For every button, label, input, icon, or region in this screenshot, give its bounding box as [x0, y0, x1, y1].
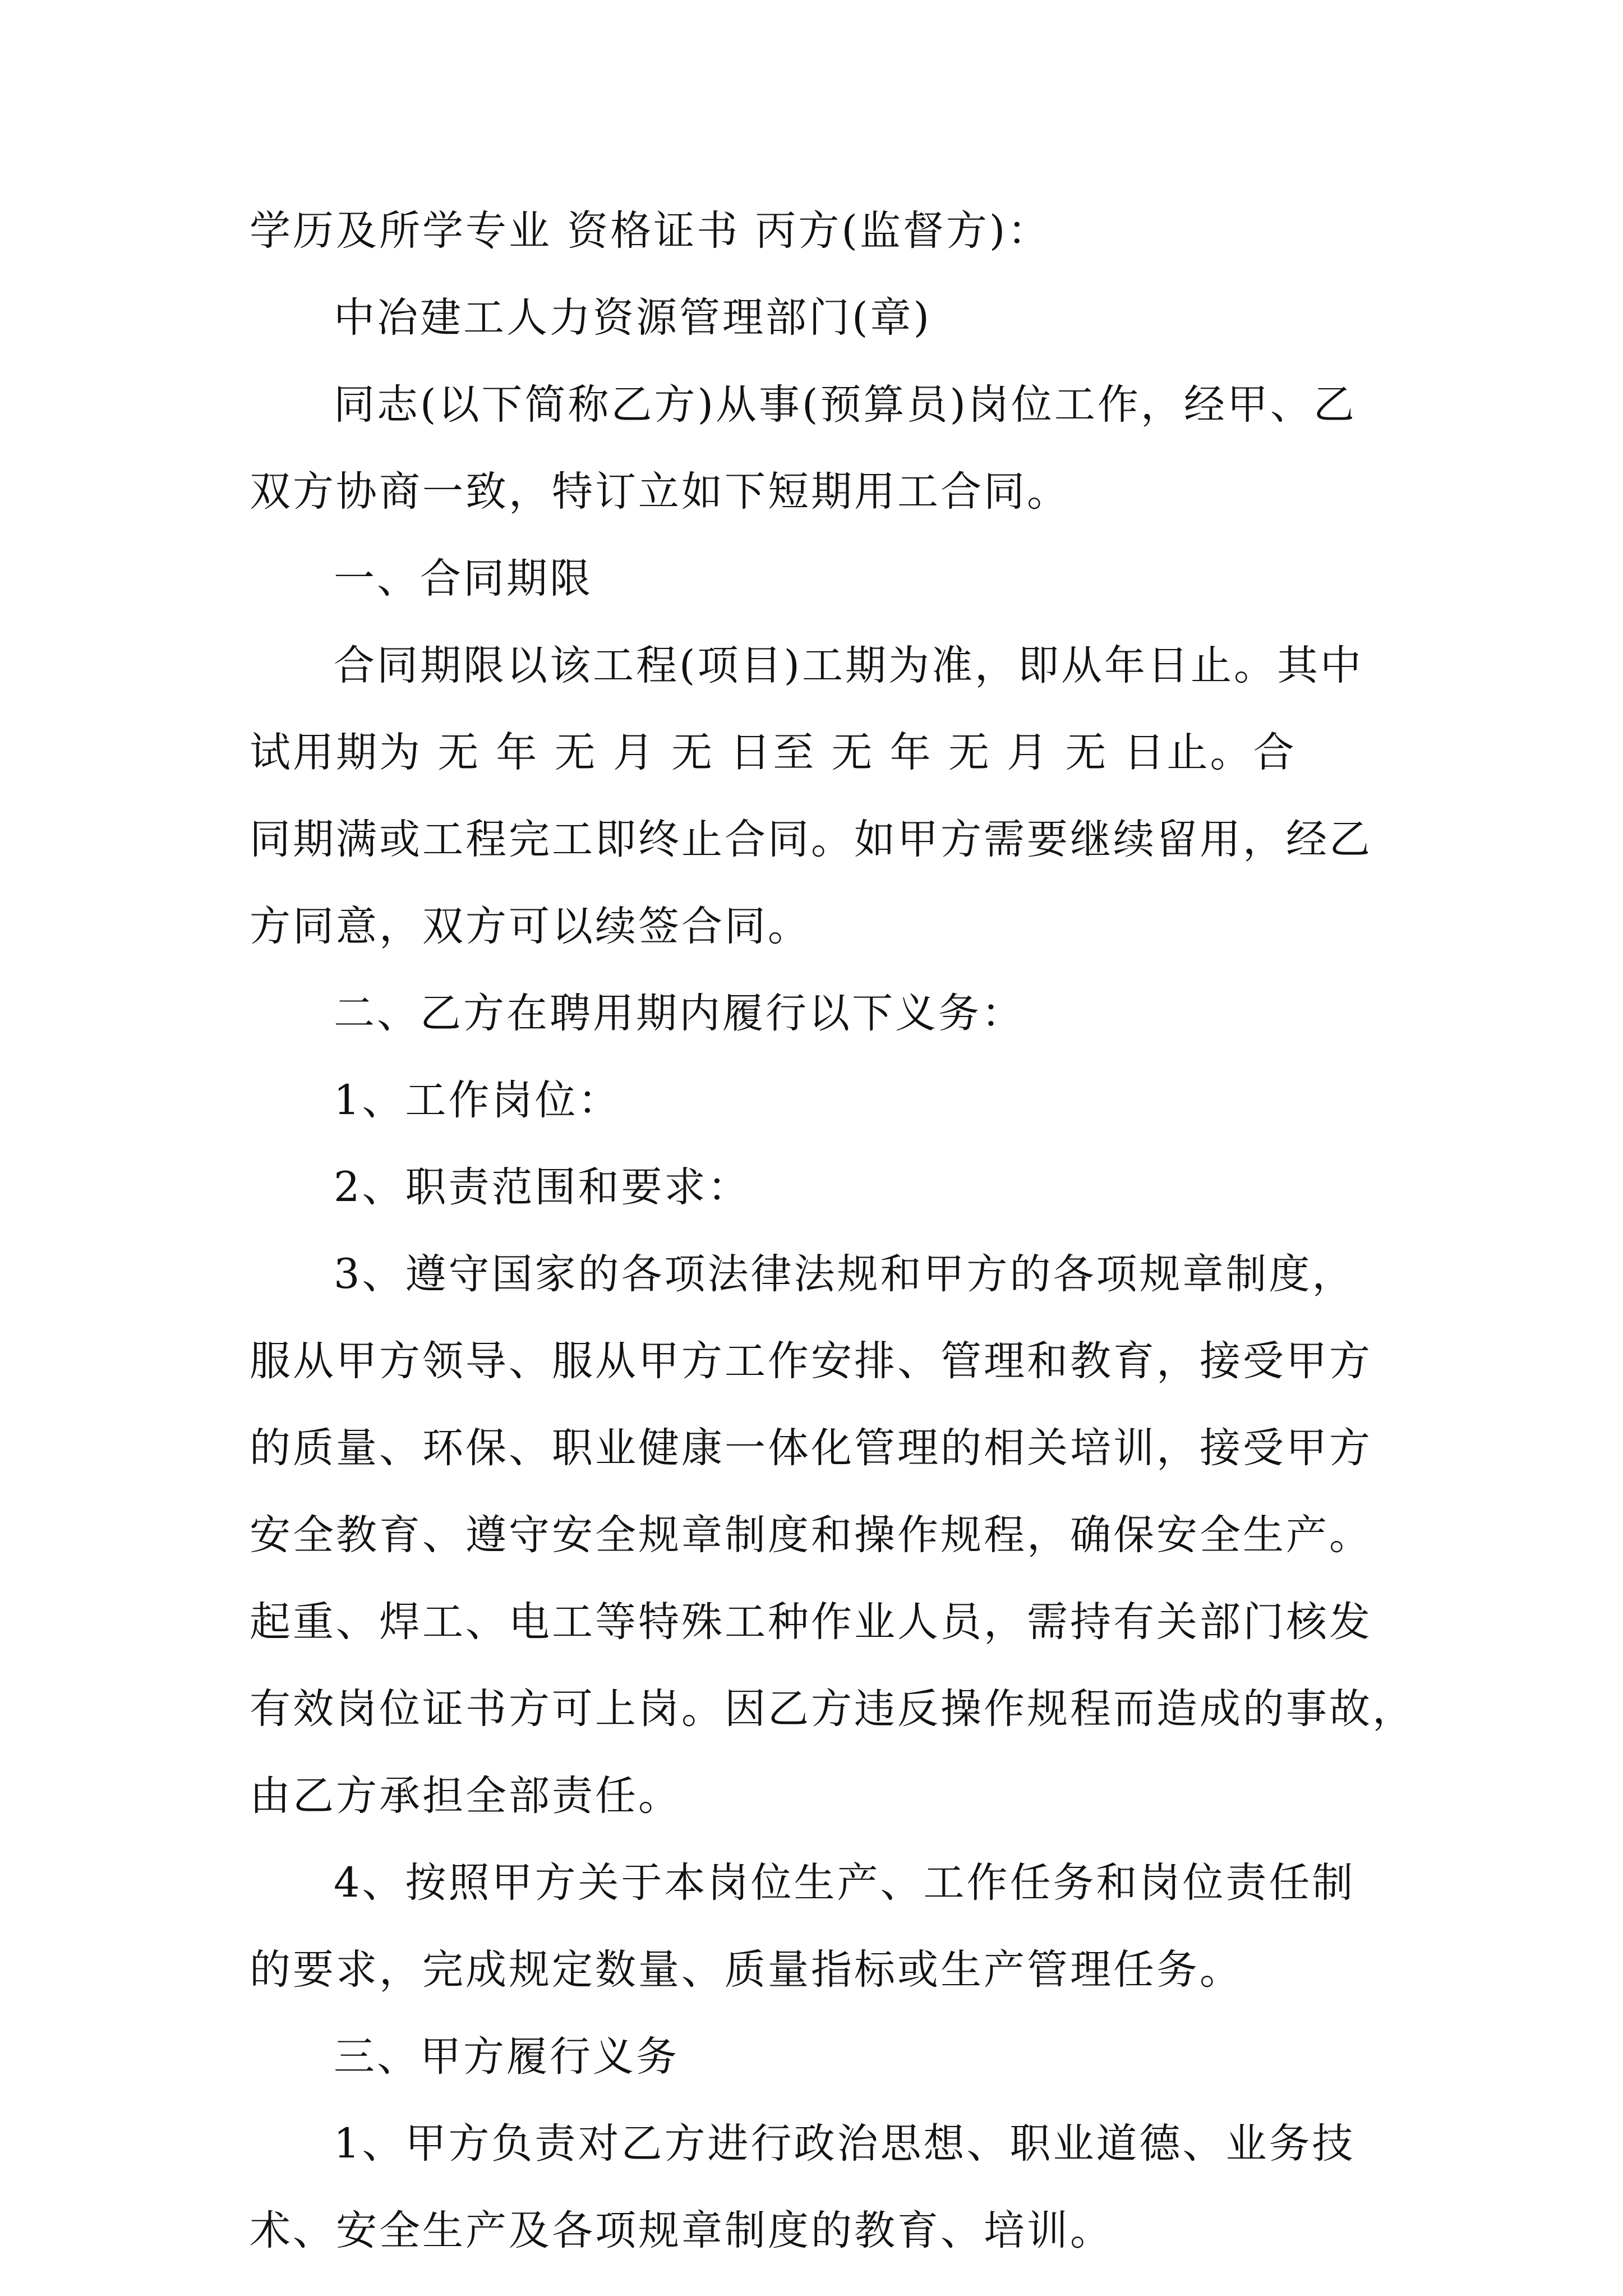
section-heading: 二、乙方在聘用期内履行以下义务： — [334, 990, 1025, 1037]
text-line: 由乙方承担全部责任。 — [250, 1772, 681, 1820]
text-line: 中冶建工人力资源管理部门(章) — [334, 294, 932, 342]
text-line: 有效岗位证书方可上岗。因乙方违反操作规程而造成的事故， — [250, 1685, 1415, 1733]
text-line: 双方协商一致，特订立如下短期用工合同。 — [250, 468, 1070, 516]
text-line: 的质量、环保、职业健康一体化管理的相关培训，接受甲方 — [250, 1424, 1372, 1472]
text-line: 服从甲方领导、服从甲方工作安排、管理和教育，接受甲方 — [250, 1337, 1372, 1385]
section-heading: 一、合同期限 — [334, 555, 593, 602]
text-line: 学历及所学专业 资格证书 丙方(监督方)： — [250, 207, 1051, 255]
list-item: 3、遵守国家的各项法律法规和甲方的各项规章制度， — [334, 1250, 1355, 1298]
text-line: 术、安全生产及各项规章制度的教育、培训。 — [250, 2207, 1113, 2254]
list-item: 2、职责范围和要求： — [334, 1163, 751, 1211]
text-line: 的要求，完成规定数量、质量指标或生产管理任务。 — [250, 1946, 1243, 1994]
text-line: 同志(以下简称乙方)从事(预算员)岗位工作，经甲、乙 — [334, 381, 1357, 429]
text-line: 起重、焊工、电工等特殊工种作业人员，需持有关部门核发 — [250, 1598, 1372, 1646]
text-line: 试用期为 无 年 无 月 无 日至 无 年 无 月 无 日止。合 — [250, 729, 1297, 776]
list-item: 1、甲方负责对乙方进行政治思想、职业道德、业务技 — [334, 2120, 1355, 2168]
text-line: 合同期限以该工程(项目)工期为准，即从年日止。其中 — [334, 642, 1363, 689]
list-item: 4、按照甲方关于本岗位生产、工作任务和岗位责任制 — [334, 1859, 1355, 1907]
text-line: 同期满或工程完工即终止合同。如甲方需要继续留用，经乙 — [250, 816, 1372, 863]
list-item: 1、工作岗位： — [334, 1076, 621, 1124]
text-line: 安全教育、遵守安全规章制度和操作规程，确保安全生产。 — [250, 1511, 1372, 1559]
section-heading: 三、甲方履行义务 — [334, 2033, 679, 2081]
text-line: 方同意，双方可以续签合同。 — [250, 903, 811, 950]
